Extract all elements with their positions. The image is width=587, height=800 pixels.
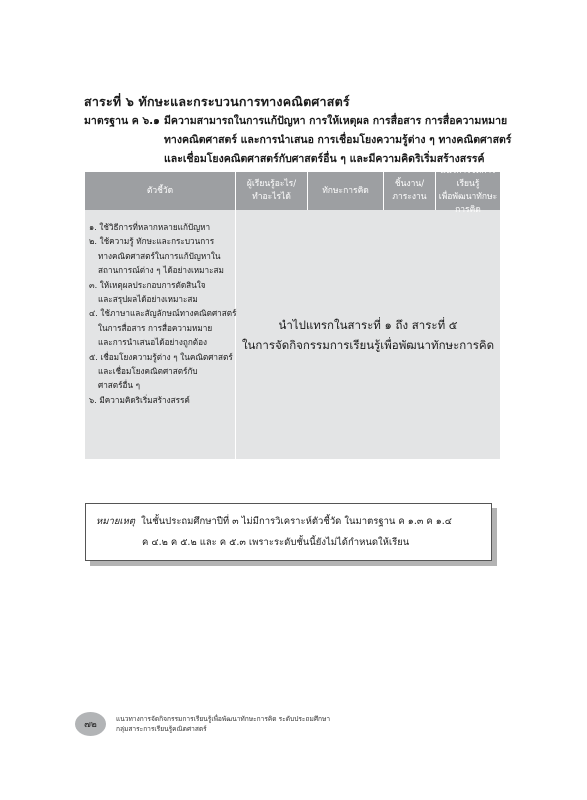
indicator-list <box>89 220 241 407</box>
list-item: ๒. ใช้ความรู้ ทักษะและกระบวนการ ทางคณิตศาสตร์ในการแก้ปัญหาใน สถานการณ์ต่าง ๆ ได้อย่างเหมาะสม <box>89 236 224 276</box>
header-task: ชิ้นงาน/ ภาระงาน <box>383 172 435 210</box>
merged-note-line-1: นำไปแทรกในสาระที่ ๑ ถึง สาระที่ ๕ <box>278 317 458 332</box>
header-know-do: ผู้เรียนรู้อะไร/ ทำอะไรได้ <box>235 172 307 210</box>
page-number: ๗๒ <box>75 712 106 736</box>
list-item: ๔. ใช้ภาษาและสัญลักษณ์ทางคณิตศาสตร์ ในการสื่อสาร การสื่อความหมาย และการนำเสนอได้อย่างถูกต้อง <box>89 308 237 348</box>
footer-line-2: กลุ่มสาระการเรียนรู้คณิตศาสตร์ <box>116 725 207 733</box>
standard-line: และเชื่อมโยงคณิตศาสตร์กับศาสตร์อื่น ๆ และมีความคิดริเริ่มสร้างสรรค์ <box>164 153 485 165</box>
header-thinking-skill: ทักษะการคิด <box>307 172 383 210</box>
standard-line: ทางคณิตศาสตร์ และการนำเสนอ การเชื่อมโยงความรู้ต่าง ๆ ทางคณิตศาสตร์ <box>164 134 512 146</box>
standard-code: มาตรฐาน ค ๖.๑ <box>84 115 160 127</box>
remark-line-2: ค ๔.๒ ค ๕.๒ และ ค ๕.๓ เพราะระดับชั้นนี้ยังไม่ได้กำหนดให้เรียน <box>142 537 410 548</box>
remark-line-1: ในชั้นประถมศึกษาปีที่ ๓ ไม่มีการวิเคราะห์ตัวชี้วัด ในมาตรฐาน ค ๑.๓ ค ๑.๔ <box>141 516 452 527</box>
merged-note-line-2: ในการจัดกิจกรรมการเรียนรู้เพื่อพัฒนาทักษะการคิด <box>241 337 495 352</box>
standard-line: มีความสามารถในการแก้ปัญหา การให้เหตุผล การสื่อสาร การสื่อความหมาย <box>164 115 508 127</box>
table-header <box>85 166 500 215</box>
list-item: ๕. เชื่อมโยงความรู้ต่าง ๆ ในคณิตศาสตร์ และเชื่อมโยงคณิตศาสตร์กับ ศาสตร์อื่น ๆ <box>89 351 233 391</box>
footer-line-1: แนวทางการจัดกิจกรรมการเรียนรู้เพื่อพัฒนาทักษะการคิด ระดับประถมศึกษา <box>116 715 331 723</box>
header-learning-guide: แนวการจัดการ เรียนรู้ เพื่อพัฒนาทักษะการคิด <box>435 172 500 210</box>
remark-label: หมายเหตุ <box>96 516 136 527</box>
running-footer <box>116 714 330 734</box>
standard-description <box>164 112 512 169</box>
list-item: ๑. ใช้วิธีการที่หลากหลายแก้ปัญหา <box>89 222 211 232</box>
list-item: ๓. ให้เหตุผลประกอบการตัดสินใจ และสรุปผลได้อย่างเหมาะสม <box>89 279 206 305</box>
remark-box <box>85 503 492 561</box>
indicator-table <box>85 166 500 459</box>
header-indicator: ตัวชี้วัด <box>146 185 174 196</box>
list-item: ๖. มีความคิดริเริ่มสร้างสรรค์ <box>89 394 190 405</box>
strand-title: สาระที่ ๖ ทักษะและกระบวนการทางคณิตศาสตร์ <box>84 94 350 109</box>
merged-note <box>236 210 500 459</box>
